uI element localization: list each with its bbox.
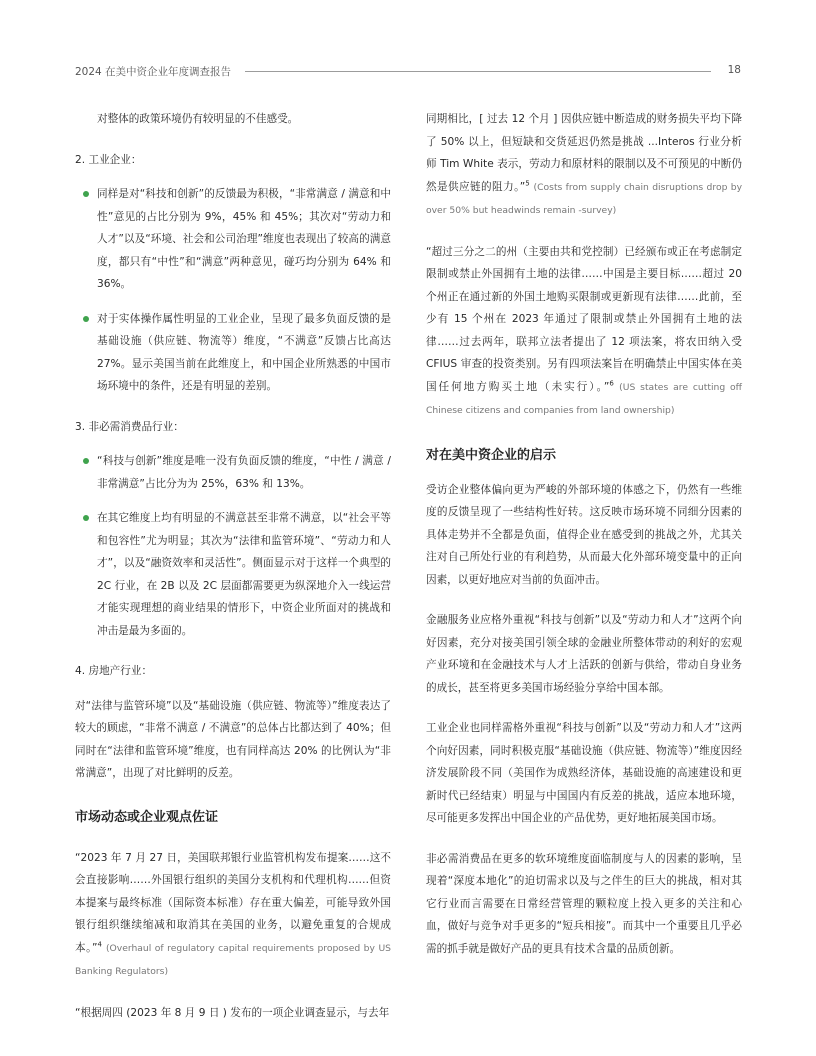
left-column — [75, 108, 391, 1024]
page-number: 18 — [727, 64, 741, 76]
quote-paragraph: “超过三分之二的州（主要由共和党控制）已经颁布或正在考虑制定限制或禁止外国拥有土地的法律……中国是主要目标……超过 20 个州正在通过新的外国土地购买限制或更新现有法律……此前，至少有 15 个州在 2023 年通过了限制或禁止外国拥有土地的法律……过去两年，联邦立法者提出了 12 项法案，将农田纳入受 CFIUS 审查的投资类别。另有四项法案旨在明确禁止中国实体在美国任何地方购买土地（未实行）。”$^6$ (US states are cutting off Chinese citizens and companies from land ownership) — [426, 245, 742, 416]
quote-paragraph: “2023 年 7 月 27 日，美国联邦银行业监管机构发布提案……这不会直接影响……外国银行组织的美国分支机构和代理机构……但资本提案与最终标准（国际资本标准）存在重大偏差，可能导致外国银行组织继续缩减和取消其在美国的业务，以避免重复的合规成本。”$^4$ (Overhaul of regulatory capital requirements proposed by US Banking Regulators) — [75, 851, 392, 977]
bullet-dot-icon — [83, 316, 89, 322]
source-note: (Overhaul of regulatory capital requirements proposed by US Banking Regulators) — [75, 942, 392, 977]
realestate-heading: 4. 房地产行业： — [75, 665, 153, 677]
right-column — [426, 108, 742, 960]
body-paragraph: 受访企业整体偏向更为严峻的外部环境的体感之下，仍然有一些维度的反馈呈现了一些结构性好转。这反映市场环境不同细分因素的具体走势并不全都是负面，值得企业在感受到的挑战之外，尤其关注对自己所处行业的有利趋势，从而最大化外部环境变量中的正向因素，以更好地应对当前的负面冲击。 — [426, 483, 742, 586]
source-note: (Costs from supply chain disruptions drop by over 50% but headwinds remain -survey) — [426, 181, 743, 216]
section-title-market: 市场动态或企业观点佐证 — [75, 809, 219, 825]
source-note: (US states are cutting off Chinese citizens and companies from land ownership) — [426, 381, 742, 416]
quote-paragraph: 同期相比，[ 过去 12 个月 ] 因供应链中断造成的财务损失平均下降了 50% 以上，但短缺和交货延迟仍然是挑战 ...Interos 行业分析师 Tim White 表示，劳动力和原材料的限制以及不可预见的中断仍然是供应链的阻力。”$^5$ (Costs from supply chain disruptions drop by over 50% but headwinds remain -survey) — [426, 113, 743, 216]
bullet-dot-icon — [83, 191, 89, 197]
industrial-heading: 2. 工业企业： — [75, 153, 142, 166]
realestate-text: 对“法律与监管环境”以及“基础设施（供应链、物流等）”维度表达了较大的顾虑，“非常不满意 / 不满意”的总体占比都达到了 40%；但同时在“法律和监管环境”维度，也有同样高达 20% 的比例认为“非常满意”，出现了对比鲜明的反差。 — [75, 699, 391, 779]
bullet-dot-icon — [83, 458, 89, 464]
bullet-item: 同样是对“科技和创新”的反馈最为积极，“非常满意 / 满意和中性”意见的占比分别为 9%，45% 和 45%；其次对“劳动力和人才”以及“环境、社会和公司治理”维度也表现出了较高的满意度，都只有“中性”和“满意”两种意见，碰巧均分别为 64% 和 36%。 — [75, 183, 391, 296]
intro-text: 对整体的政策环境仍有较明显的不佳感受。 — [97, 113, 299, 125]
bullet-dot-icon — [83, 515, 89, 521]
footnote-ref: 5 — [525, 178, 530, 187]
footnote-ref: 4 — [97, 939, 102, 948]
report-title: 2024 在美中资企业年度调查报告 — [75, 66, 232, 78]
body-paragraph: 金融服务业应格外重视“科技与创新”以及“劳动力和人才”这两个向好因素，充分对接美国引领全球的金融业所整体带动的利好的宏观产业环境和在金融技术与人才上活跃的创新与供给，带动自身业务的成长，甚至将更多美国市场经验分享给中国本部。 — [426, 614, 742, 694]
header-rule — [245, 71, 711, 72]
footnote-ref: 6 — [609, 378, 614, 387]
body-paragraph: 工业企业也同样需格外重视“科技与创新”以及“劳动力和人才”这两个向好因素，同时积极克服“基础设施（供应链、物流等）”维度因经济发展阶段不同（美国作为成熟经济体，基础设施的高速建设和更新时代已经结束）明显与中国国内有反差的挑战，适应本地环境，尽可能更多发挥出中国企业的产品优势，更好地拓展美国市场。 — [426, 722, 742, 824]
body-paragraph: 非必需消费品在更多的软环境维度面临制度与人的因素的影响，呈现着“深度本地化”的迫切需求以及与之伴生的巨大的挑战，相对其它行业而言需要在日常经营管理的颗粒度上投入更多的关注和心血，做好与竞争对手更多的“短兵相接”。而其中一个重要且几乎必需的抓手就是做好产品的更具有技术含量的品质创新。 — [426, 852, 742, 955]
page-header — [75, 64, 741, 78]
quote-paragraph: “根据周四 (2023 年 8 月 9 日 ) 发布的一项企业调查显示，与去年 — [75, 1006, 390, 1019]
bullet-item: “科技与创新”维度是唯一没有负面反馈的维度，“中性 / 满意 / 非常满意”占比分为为 25%，63% 和 13%。 — [75, 450, 391, 495]
bullet-item: 对于实体操作属性明显的工业企业，呈现了最多负面反馈的是基础设施（供应链、物流等）维度，“不满意”反馈占比高达 27%。显示美国当前在此维度上，和中国企业所熟悉的中国市场环境中的条件，还是有明显的差别。 — [75, 308, 391, 398]
section-title-implications: 对在美中资企业的启示 — [426, 447, 557, 463]
bullet-item: 在其它维度上均有明显的不满意甚至非常不满意，以“社会平等和包容性”尤为明显；其次为“法律和监管环境”、“劳动力和人才”，以及“融资效率和灵活性”。侧面显示对于这样一个典型的 2C 行业，在 2B 以及 2C 层面都需要更为纵深地介入一线运营才能实现理想的商业结果的情形下，中资企业所面对的挑战和冲击是最为多面的。 — [75, 507, 391, 642]
consumer-heading: 3. 非必需消费品行业： — [75, 420, 184, 433]
